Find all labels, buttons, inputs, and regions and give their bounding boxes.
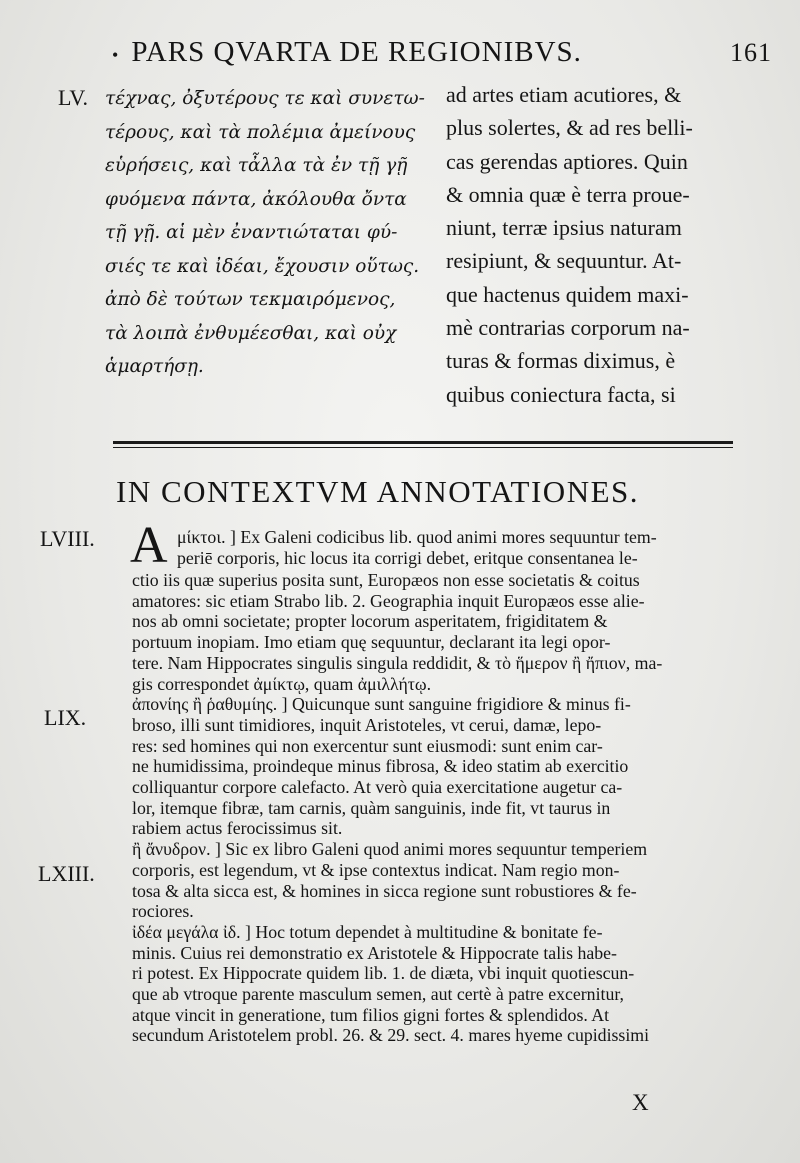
- latin-line: resipiunt, & sequuntur. At-: [446, 248, 682, 274]
- note-line: colliquantur corpore calefacto. At verò quia exercitatione augetur ca-: [132, 777, 623, 798]
- section-number: LV.: [58, 85, 88, 110]
- note-line: nos ab omni societate; propter locorum asperitatem, frigiditatem &: [132, 611, 608, 632]
- note-number: LVIII.: [40, 526, 95, 551]
- note-line: portuum inopiam. Imo etiam quę sequuntur, declarant ita legi opor-: [132, 632, 611, 653]
- section-divider-rule-thin: [113, 447, 733, 448]
- greek-line: φυόμενα πάντα, ἀκόλουθα ὄντα: [105, 188, 407, 210]
- note-line: que ab vtroque parente masculum semen, aut certè à patre excernitur,: [132, 984, 624, 1005]
- note-line: rociores.: [132, 901, 194, 922]
- greek-line: ἀπὸ δὲ τούτων τεκμαιρόμενος,: [105, 289, 396, 310]
- section-divider-rule: [113, 441, 733, 444]
- latin-translation-column: [446, 78, 776, 411]
- note-line: minis. Cuius rei demonstratio ex Aristotele & Hippocrate talis habe-: [132, 942, 617, 963]
- note-line: ἀπονίης ἢ ῥαθυμίης. ] Quicunque sunt sanguine frigidiore & minus fi-: [132, 694, 631, 715]
- note-block: [132, 570, 772, 1046]
- catchword-signature: X: [632, 1090, 649, 1115]
- note-line: corporis, est legendum, vt & ipse contextus indicat. Nam regio mon-: [132, 859, 620, 880]
- note-line: lor, itemque fibræ, tam carnis, quàm sanguinis, inde fit, vt taurus in: [132, 797, 611, 818]
- note-line: amatores: sic etiam Strabo lib. 2. Geographia inquit Europæos esse alie-: [132, 590, 645, 611]
- note-line: res: sed homines qui non exercentur sunt eiusmodi: sunt enim car-: [132, 735, 603, 756]
- running-head-mark: •: [112, 45, 120, 65]
- note-line: rabiem actus ferocissimus sit.: [132, 818, 343, 839]
- note-block-first-lines: [177, 527, 777, 568]
- note-line: μίκτοι. ] Ex Galeni codicibus lib. quod animi mores sequuntur tem-: [177, 527, 657, 547]
- latin-line: cas gerendas aptiores. Quin: [446, 148, 688, 174]
- drop-capital: A: [130, 517, 168, 574]
- greek-line: τέχνας, ὀξυτέρους τε καὶ συνετω-: [105, 88, 425, 109]
- page-number: 161: [730, 38, 772, 67]
- latin-line: quibus coniectura facta, si: [446, 381, 676, 407]
- greek-line: τέρους, καὶ τὰ πολέμια ἀμείνους: [105, 121, 416, 143]
- note-line: atque vincit in generatione, tum filios gigni fortes & splendidos. At: [132, 1004, 610, 1025]
- greek-line: εὑρήσεις, καὶ τἆλλα τὰ ἐν τῇ γῇ: [105, 155, 408, 176]
- note-line: tere. Nam Hippocrates singulis singula reddidit, & τὸ ἥμερον ἢ ἤπιον, ma-: [132, 652, 663, 673]
- note-line: ἢ ἄνυδρον. ] Sic ex libro Galeni quod animi mores sequuntur temperiem: [132, 839, 648, 860]
- note-line: ἰδέα μεγάλα ἰδ. ] Hoc totum dependet à multitudine & bonitate fe-: [132, 921, 603, 942]
- greek-text-column: [105, 82, 440, 384]
- latin-line: & omnia quæ è terra proue-: [446, 181, 690, 207]
- greek-line: τὰ λοιπὰ ἐνθυμέεσθαι, καὶ οὐχ: [105, 322, 397, 344]
- note-line: ne humidissima, proindeque minus fibrosa, & ideo statim ab exercitio: [132, 756, 629, 777]
- note-line: periē corporis, hic locus ita corrigi debet, eritque consentanea le-: [177, 547, 638, 568]
- note-number: LXIII.: [38, 861, 95, 886]
- greek-line: σιές τε καὶ ἰδέαι, ἔχουσιν οὕτως.: [105, 255, 420, 277]
- running-head-title: PARS QVARTA DE REGIONIBVS.: [131, 36, 582, 68]
- note-line: ri potest. Ex Hippocrate quidem lib. 1. de diæta, vbi inquit quotiescun-: [132, 963, 635, 984]
- note-line: secundum Aristotelem probl. 26. & 29. sect. 4. mares hyeme cupidissimi: [132, 1025, 650, 1046]
- latin-line: que hactenus quidem maxi-: [446, 281, 689, 307]
- latin-line: mè contrarias corporum na-: [446, 315, 690, 341]
- latin-line: turas & formas diximus, è: [446, 348, 676, 374]
- note-line: broso, illi sunt timidiores, inquit Aristoteles, vt cerui, damæ, lepo-: [132, 714, 602, 735]
- greek-line: ἁμαρτήσῃ.: [105, 356, 204, 377]
- annotations-heading: IN CONTEXTVM ANNOTATIONES.: [116, 474, 640, 509]
- note-line: gis correspondet ἀμίκτῳ, quam ἀμιλλήτῳ.: [132, 673, 432, 694]
- greek-line: τῇ γῇ. αἱ μὲν ἐναντιώταται φύ-: [105, 222, 398, 243]
- latin-line: plus solertes, & ad res belli-: [446, 115, 693, 141]
- latin-line: ad artes etiam acutiores, &: [446, 82, 682, 107]
- running-head: [112, 36, 772, 69]
- note-line: tosa & alta sicca est, & homines in sicca regione sunt robustiores & fe-: [132, 880, 637, 901]
- note-line: ctio iis quæ superius posita sunt, Europæos non esse societatis & coitus: [132, 570, 640, 590]
- note-number: LIX.: [44, 705, 87, 730]
- latin-line: niunt, terræ ipsius naturam: [446, 215, 682, 241]
